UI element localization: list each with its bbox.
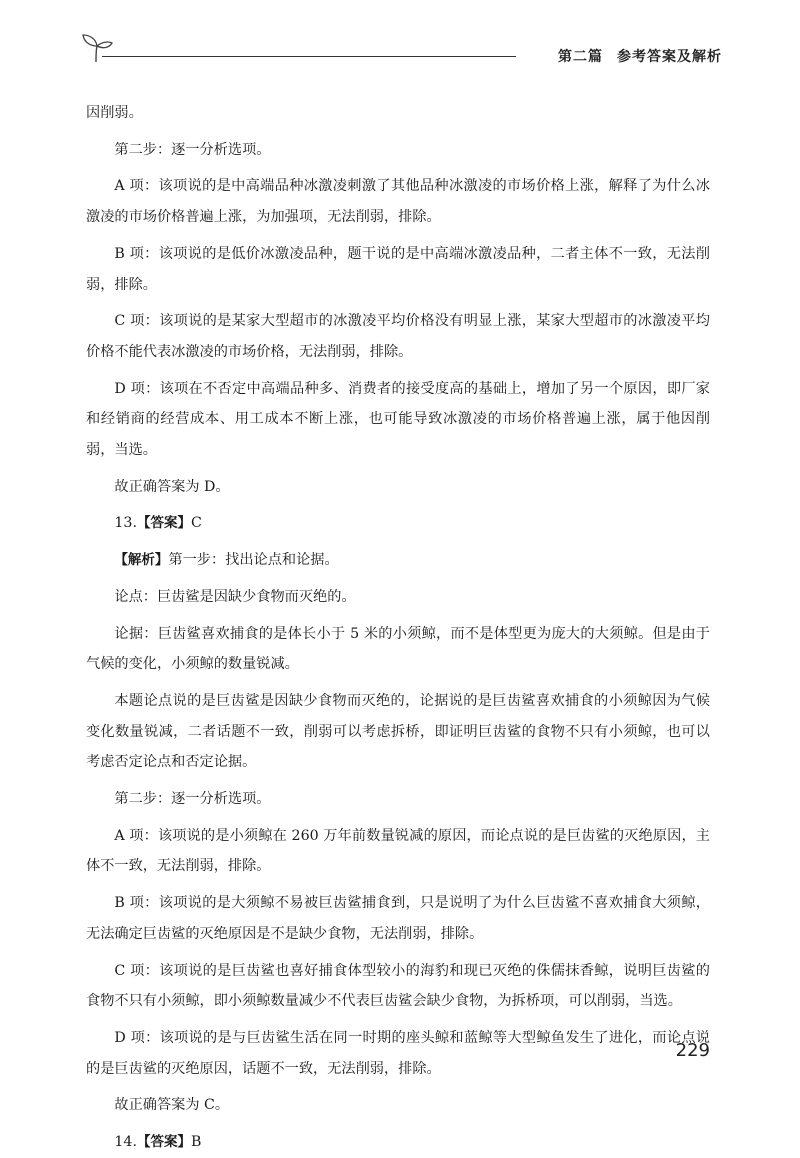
question-number: 14. xyxy=(114,1134,137,1151)
page-body xyxy=(86,98,710,1158)
sprout-icon xyxy=(80,32,114,64)
paragraph: 本题论点说的是巨齿鲨是因缺少食物而灭绝的，论据说的是巨齿鲨喜欢捕食的小须鲸因为气候变化数量锐减，二者话题不一致，削弱可以考虑拆桥，即证明巨齿鲨的食物不只有小须鲸，也可以考虑否定论点和否定论据。 xyxy=(86,692,710,771)
paragraph: C 项：该项说的是某家大型超市的冰激凌平均价格没有明显上涨，某家大型超市的冰激凌平均价格不能代表冰激凌的市场价格，无法削弱，排除。 xyxy=(86,313,710,360)
answer-label: 【答案】 xyxy=(136,1134,191,1151)
paragraph: C 项：该项说的是巨齿鲨也喜好捕食体型较小的海豹和现已灭绝的侏儒抹香鲸，说明巨齿鲨的食物不只有小须鲸，即小须鲸数量减少不代表巨齿鲨会缺少食物，为拆桥项，可以削弱，当选。 xyxy=(86,962,710,1010)
paragraph: 第二步：逐一分析选项。 xyxy=(114,141,271,158)
paragraph: 论据：巨齿鲨喜欢捕食的是体长小于 5 米的小须鲸，而不是体型更为庞大的大须鲸。但是由于气候的变化，小须鲸的数量锐减。 xyxy=(86,625,710,673)
paragraph: D 项：该项在不否定中高端品种多、消费者的接受度高的基础上，增加了另一个原因，即厂家和经销商的经营成本、用工成本不断上涨，也可能导致冰激凌的市场价格普遍上涨，属于他因削弱，当选。 xyxy=(86,380,710,459)
paragraph: B 项：该项说的是大须鲸不易被巨齿鲨捕食到，只是说明了为什么巨齿鲨不喜欢捕食大须鲸，无法确定巨齿鲨的灭绝原因是不是缺少食物，无法削弱，排除。 xyxy=(86,895,710,942)
answer-line-13 xyxy=(86,508,710,539)
paragraph: D 项：该项说的是与巨齿鲨生活在同一时期的座头鲸和蓝鲸等大型鲸鱼发生了进化，而论点说的是巨齿鲨的灭绝原因，话题不一致，无法削弱，排除。 xyxy=(86,1029,710,1077)
analysis-step: 第一步：找出论点和论据。 xyxy=(168,552,339,569)
paragraph: 因削弱。 xyxy=(86,105,143,121)
answer-value: B xyxy=(190,1134,202,1151)
page-number: 229 xyxy=(675,1040,710,1061)
paragraph: B 项：该项说的是低价冰激凌品种，题干说的是中高端冰激凌品种，二者主体不一致，无法削弱，排除。 xyxy=(86,245,710,293)
paragraph: 故正确答案为 C。 xyxy=(114,1097,230,1114)
paragraph: A 项：该项说的是中高端品种冰激凌刺激了其他品种冰激凌的市场价格上涨，解释了为什么冰激凌的市场价格普遍上涨，为加强项，无法削弱，排除。 xyxy=(86,178,710,226)
question-number: 13. xyxy=(114,515,137,532)
running-header xyxy=(78,30,728,70)
paragraph: 故正确答案为 D。 xyxy=(114,478,230,495)
analysis-line-13 xyxy=(86,545,710,576)
answer-value: C xyxy=(190,515,202,532)
part-label: 第二篇 xyxy=(558,49,603,65)
answer-line-14 xyxy=(86,1127,710,1158)
section-label: 参考答案及解析 xyxy=(617,49,722,65)
chapter-title xyxy=(558,46,722,66)
paragraph: 论点：巨齿鲨是因缺少食物而灭绝的。 xyxy=(114,588,356,605)
paragraph: A 项：该项说的是小须鲸在 260 万年前数量锐减的原因，而论点说的是巨齿鲨的灭绝原因，主体不一致，无法削弱，排除。 xyxy=(86,827,710,875)
header-rule xyxy=(102,56,516,57)
paragraph: 第二步：逐一分析选项。 xyxy=(114,791,271,808)
analysis-label: 【解析】 xyxy=(114,552,169,569)
answer-label: 【答案】 xyxy=(136,515,191,532)
